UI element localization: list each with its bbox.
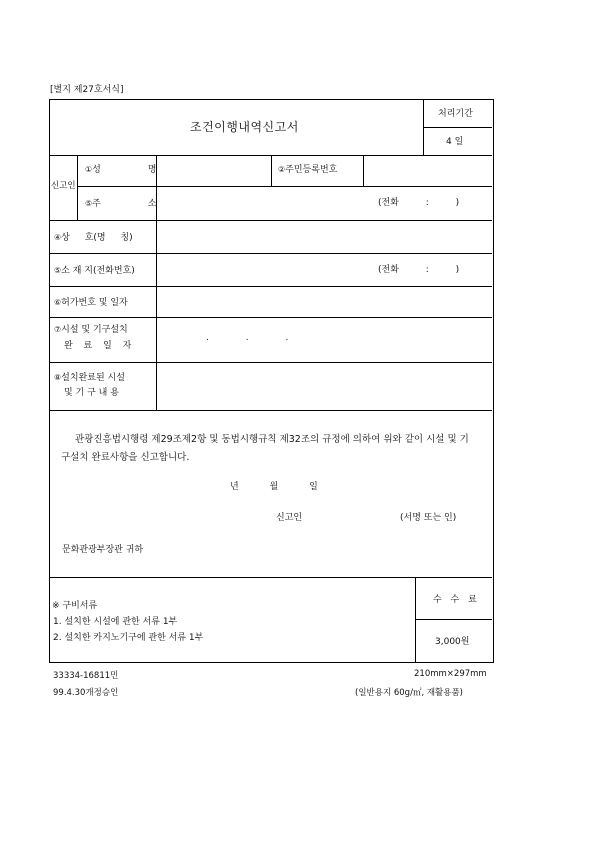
rule — [50, 577, 492, 578]
rule — [50, 362, 492, 363]
rule — [50, 286, 492, 287]
approval-date: 99.4.30개정승인 — [53, 688, 119, 698]
statement-text: 관광진흥법시행령 제29조제2항 및 동법시행규칙 제32조의 규정에 의하여 위와 같이 시설 및 기구설치 완료사항을 신고합니다. — [61, 434, 469, 463]
field-number: ⑥ — [54, 298, 62, 307]
field-number: ⑧ — [54, 373, 62, 382]
fee-label: 수 수 료 — [433, 595, 477, 605]
rule — [415, 619, 492, 620]
required-documents-heading: ※ 구비서류 — [52, 601, 98, 611]
required-document-1: 1. 설치한 시설에 관한 서류 1부 — [53, 617, 178, 627]
rule — [50, 410, 492, 411]
fee-value: 3,000원 — [435, 637, 470, 647]
paper-spec: (일반용지 60g/㎡, 재활용품) — [355, 688, 464, 698]
reporter-group-label: 신고인 — [51, 181, 76, 191]
rule — [271, 155, 272, 186]
paper-size: 210mm×297mm — [414, 669, 487, 679]
rule — [50, 220, 492, 221]
signer-label: 신고인 — [276, 513, 303, 523]
field-number: ① — [85, 165, 93, 174]
field-number: ④ — [54, 233, 62, 242]
required-document-2: 2. 설치한 카지노기구에 관한 서류 1부 — [53, 633, 204, 643]
form-title: 조건이행내역신고서 — [190, 120, 299, 134]
rule — [415, 577, 416, 662]
rule — [50, 317, 492, 318]
id-number-label: 주민등록번호 — [285, 165, 338, 175]
location-phone: (전화 : ) — [378, 265, 460, 275]
field-number: ⑤ — [85, 199, 93, 208]
address-phone: (전화 : ) — [378, 198, 460, 208]
location-label: 소 재 지(전화번호) — [61, 266, 135, 276]
field-number: ⑦ — [54, 325, 62, 334]
business-name-label: 상 호(명 칭) — [61, 233, 133, 243]
statement-date: 년 월 일 — [230, 482, 318, 492]
rule — [423, 100, 424, 155]
rule — [363, 155, 364, 186]
items-label-line1: 설치완료된 시설 — [61, 373, 125, 383]
address-label: 주 소 — [92, 199, 179, 209]
report-form — [49, 99, 494, 663]
processing-period-value: 4 일 — [446, 137, 464, 147]
install-date-value: . . . — [206, 333, 289, 343]
field-number: ② — [278, 165, 286, 174]
items-label-line2: 및 기 구 내 용 — [64, 388, 119, 398]
rule — [77, 186, 492, 187]
addressee: 문화관광부장관 귀하 — [62, 545, 144, 555]
form-reference: [별지 제27호서식] — [50, 85, 124, 95]
form-code: 33334-16811민 — [53, 671, 119, 681]
field-number: ⑤ — [54, 266, 62, 275]
rule — [50, 253, 492, 254]
install-label-line2: 완 료 일 자 — [64, 341, 132, 351]
rule — [156, 155, 157, 410]
processing-period-label: 처리기간 — [438, 109, 473, 119]
signature-hint: (서명 또는 인) — [400, 513, 457, 523]
install-label-line1: 시설 및 기구설치 — [61, 325, 128, 335]
rule — [77, 155, 78, 220]
rule — [423, 127, 492, 128]
permit-label: 허가번호 및 일자 — [61, 298, 128, 308]
name-label: 성 명 — [92, 165, 179, 175]
